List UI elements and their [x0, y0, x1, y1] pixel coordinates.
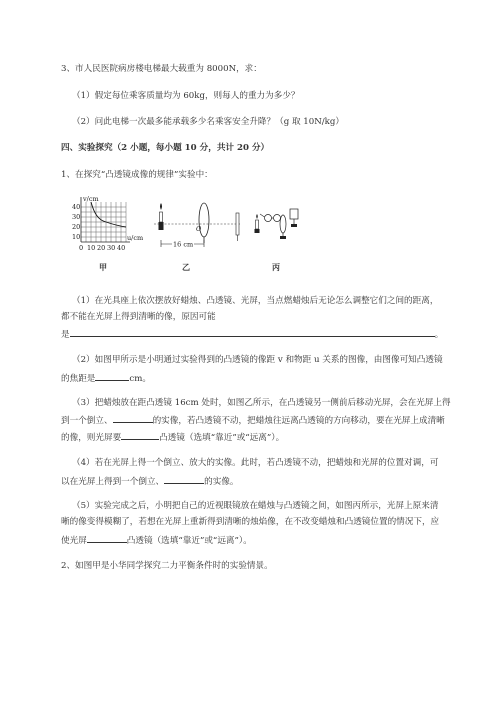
q1-part5-line1: （5）实验完成之后，小明把自己的近视眼镜放在蜡烛与凸透镜之间，如图丙所示，光屏上原来清: [72, 501, 439, 511]
q1-part4-suffix: 的实像。: [204, 477, 239, 487]
q1-part1-line1: （1）在光具座上依次摆放好蜡烛、凸透镜、光屏，当点燃蜡烛后无论怎么调整它们之间的距离，: [72, 296, 439, 306]
graph-x-tick: 10: [87, 244, 96, 252]
q1-part4-prefix: 以在光屏上得到一个倒立、: [61, 477, 165, 487]
q1-part2-line1: （2）如图甲所示是小明通过实验得到的凸透镜的像距 v 和物距 u 关系的图像，由图像可知凸透镜: [72, 355, 443, 365]
q3-stem: 3、市人民医院病房楼电梯最大载重为 8000N，求：: [61, 64, 262, 74]
section-heading: 四、实验探究（2 小题，每小题 10 分，共计 20 分）: [61, 143, 270, 153]
light-screen-icon: [236, 213, 239, 241]
figure-bing-caption: 丙: [272, 263, 280, 272]
q3-sub1: （1）假定每位乘客质量均为 60kg，则每人的重力为多少？: [72, 91, 300, 101]
graph-y-tick: 40: [72, 203, 81, 211]
answer-blank[interactable]: [95, 372, 129, 381]
candle-icon: [255, 214, 260, 233]
q1-part5-suffix: 凸透镜（选填“靠近”或“远离”）。: [126, 536, 252, 546]
graph-y-tick: 20: [72, 223, 81, 231]
q1-part3-line2: [61, 414, 500, 427]
graph-y-tick: 10: [72, 233, 81, 241]
graph-y-tick: 30: [72, 213, 81, 221]
q1-part3-line1: （3）把蜡烛放在距凸透镜 16cm 处时，如图乙所示，在凸透镜另一侧前后移动光屏，会在光屏上得: [72, 398, 451, 408]
q3-sub2: （2）问此电梯一次最多能承载多少名乘客安全升降？（g 取 10N/kg）: [72, 117, 344, 127]
q1-part3-prefix: 到一个倒立、: [61, 416, 113, 426]
q1-part3-prefix2: 的像，则光屏要: [61, 433, 122, 443]
q1-part4-line1: （4）若在光屏上得一个倒立、放大的实像。此时，若凸透镜不动，把蜡烛和光屏的位置对调，可: [72, 458, 439, 468]
experiment-figures: [72, 193, 312, 275]
q1-part5-line2: 晰的像变得模糊了，若想在光屏上重新得到清晰的烛焰像，在不改变蜡烛和凸透镜位置的情况下，应: [61, 517, 440, 527]
answer-blank[interactable]: [87, 534, 127, 543]
convex-lens-icon: [280, 215, 286, 239]
answer-blank[interactable]: [164, 475, 204, 484]
q1-stem: 1、在探究“凸透镜成像的规律”实验中：: [61, 170, 213, 180]
graph-x-tick: 40: [117, 244, 126, 252]
graph-x-tick: 20: [97, 244, 106, 252]
q2-stem: 2、如图甲是小华同学探究二力平衡条件时的实验情景。: [61, 561, 273, 571]
q1-part5-line3: [61, 534, 500, 547]
answer-blank[interactable]: [70, 328, 435, 337]
candle-icon: [159, 203, 164, 230]
q1-part1-suffix: 。: [434, 330, 444, 340]
graph-x-tick: 30: [107, 244, 116, 252]
q1-part4-line2: [61, 475, 500, 488]
glasses-icon: [260, 214, 281, 222]
figure-jia-caption: 甲: [99, 263, 107, 272]
answer-blank[interactable]: [113, 414, 153, 423]
graph-x-tick: 0: [79, 244, 84, 252]
figure-jia-graph: [72, 195, 143, 252]
q1-part2-line2: [61, 372, 500, 385]
figure-yi-caption: 乙: [182, 263, 190, 272]
q1-part2-suffix: cm。: [129, 374, 151, 384]
graph-y-axis-label: v/cm: [83, 195, 99, 203]
lens-center-label: O: [196, 225, 202, 233]
q1-part3-suffix: 的实像，若凸透镜不动，把蜡烛往远离凸透镜的方向移动，要在光屏上成清晰: [152, 416, 445, 426]
light-screen-icon: [290, 209, 298, 227]
q1-part1-prefix: 是: [61, 330, 70, 340]
graph-x-axis-label: u/cm: [127, 234, 144, 242]
answer-blank[interactable]: [121, 431, 159, 440]
q1-part5-prefix: 使光屏: [61, 536, 87, 546]
q1-part3-suffix2: 凸透镜（选填“靠近”或“远离”）。: [159, 433, 285, 443]
convex-lens-icon: [199, 203, 209, 243]
figure-bing-setup: [255, 209, 299, 239]
q1-part1-line3: [61, 328, 500, 341]
distance-label: 16 cm: [173, 240, 194, 249]
q1-part1-line2: 都不能在光屏上得到清晰的像，原因可能: [61, 312, 216, 322]
q1-part2-prefix: 的焦距是: [61, 374, 96, 384]
q1-part3-line3: [61, 431, 500, 444]
figure-yi-setup: [154, 203, 240, 249]
